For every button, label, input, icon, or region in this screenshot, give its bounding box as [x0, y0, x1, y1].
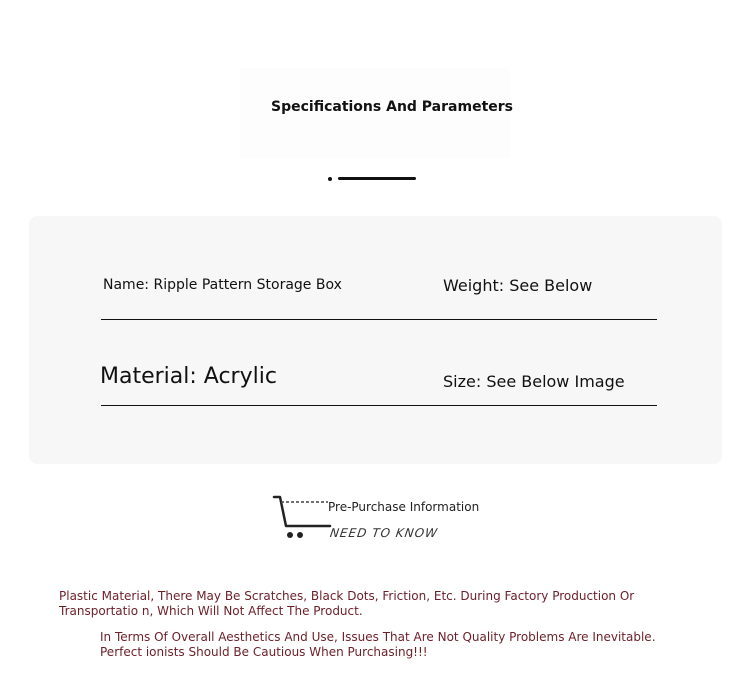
title-underline-bar	[338, 177, 416, 180]
section-title: Specifications And Parameters	[271, 99, 513, 115]
spec-card	[29, 216, 722, 464]
spec-weight: Weight: See Below	[443, 276, 593, 295]
spec-divider-2	[101, 405, 657, 406]
spec-name: Name: Ripple Pattern Storage Box	[103, 277, 342, 293]
notice-paragraph: Plastic Material, There May Be Scratches, Black Dots, Friction, Etc. During Factory Production Or Transportatio n, Which Will Not Affect The Product.	[59, 589, 635, 618]
prepurchase-label: Pre-Purchase Information	[328, 500, 480, 514]
notice-paragraph: In Terms Of Overall Aesthetics And Use, Issues That Are Not Quality Problems Are Inevitable. Perfect ionists Should Be Cautious When Purchasing!!!	[100, 630, 656, 659]
need-to-know-stamp: NEED TO KNOW	[329, 526, 439, 540]
spec-material: Material: Acrylic	[100, 364, 277, 389]
shopping-cart-icon	[272, 494, 334, 542]
spec-size: Size: See Below Image	[443, 372, 625, 391]
title-underline-dot	[328, 177, 332, 181]
spec-divider-1	[101, 319, 657, 320]
